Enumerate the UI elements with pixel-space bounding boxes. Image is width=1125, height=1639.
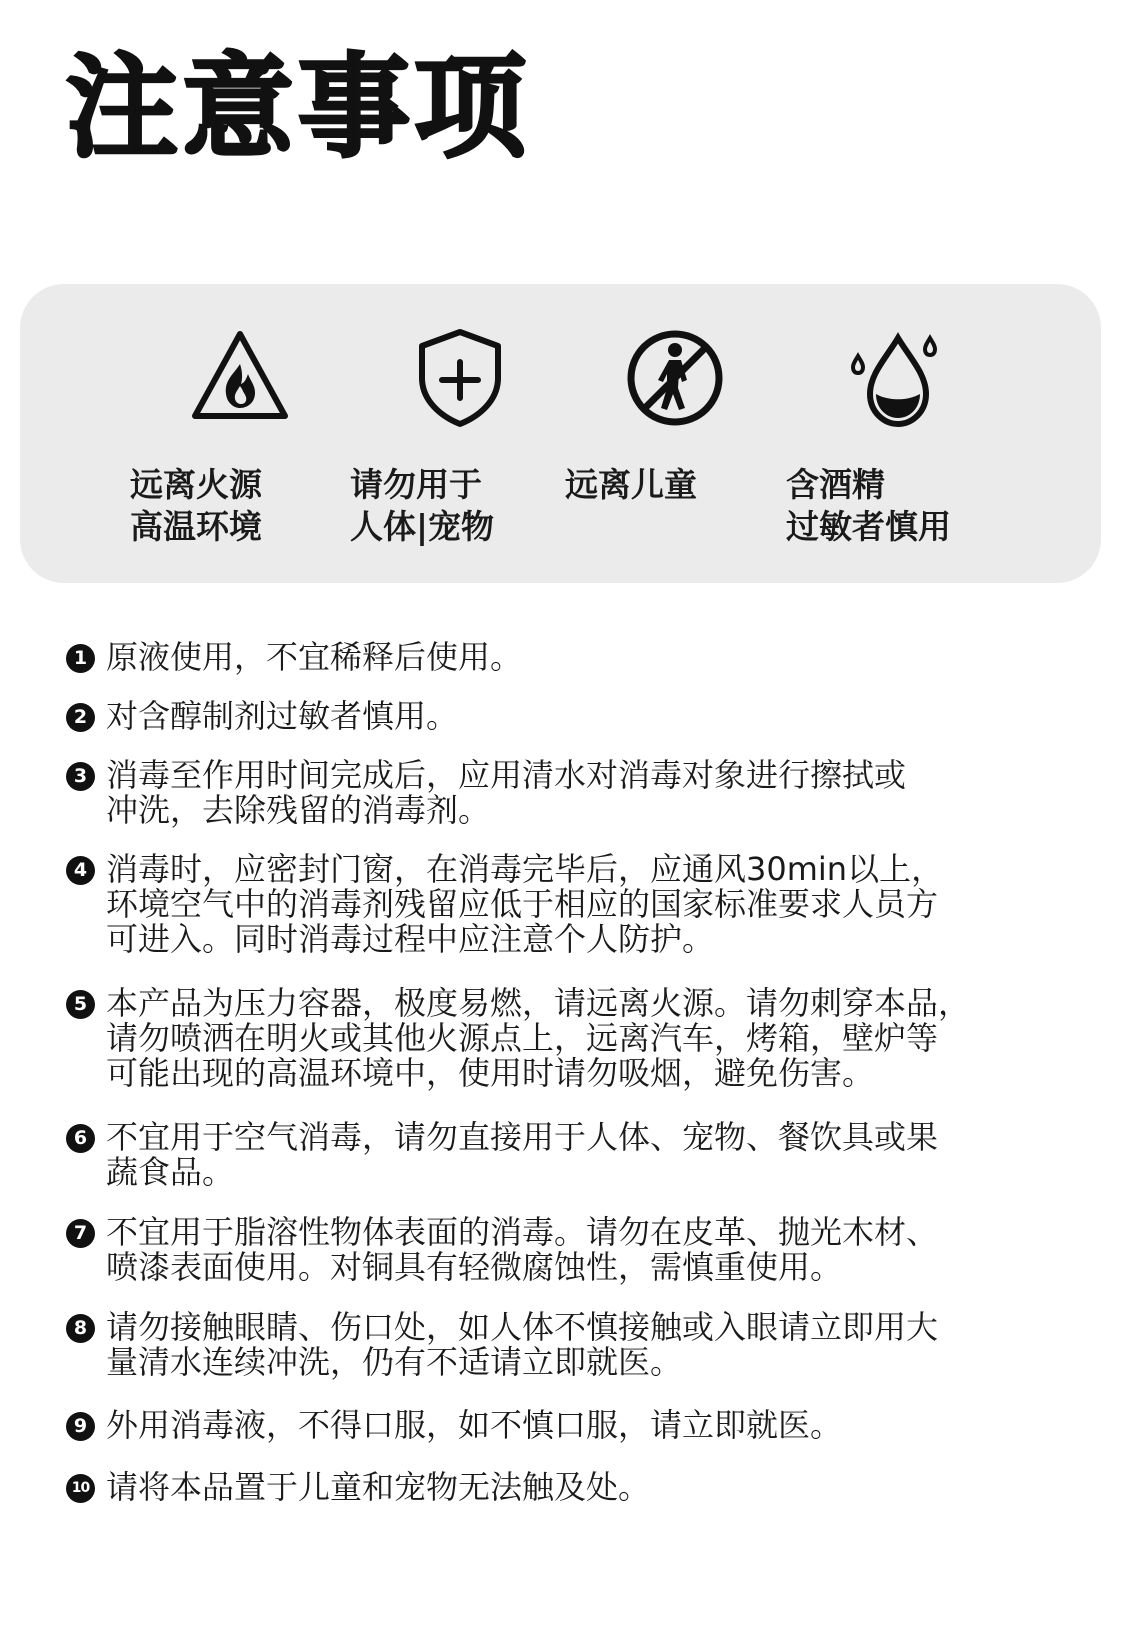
list-item [66, 1470, 1066, 1505]
icon-panel [20, 284, 1101, 583]
note-number: 2 [66, 703, 95, 732]
icon-item-fire [130, 284, 350, 583]
note-number: 3 [66, 762, 95, 791]
note-line: 环境空气中的消毒剂残留应低于相应的国家标准要求人员方 [106, 885, 939, 923]
list-item [66, 699, 1066, 734]
icon-label-drop [786, 464, 1046, 548]
list-item [66, 1215, 1066, 1285]
note-line: 不宜用于空气消毒，请勿直接用于人体、宠物、餐饮具或果 [106, 1118, 939, 1156]
list-item [66, 758, 1066, 828]
note-text [106, 699, 1066, 734]
note-number: 10 [66, 1474, 95, 1503]
note-line: 消毒至作用时间完成后，应用清水对消毒对象进行擦拭或 [106, 756, 907, 794]
note-line: 不宜用于脂溶性物体表面的消毒。请勿在皮革、抛光木材、 [106, 1213, 939, 1251]
note-number: 5 [66, 990, 95, 1019]
list-item [66, 1310, 1066, 1380]
icon-label-line: 过敏者慎用 [786, 507, 951, 546]
note-text [106, 986, 1066, 1091]
page-title: 注意事项 [66, 43, 530, 173]
note-number: 9 [66, 1412, 95, 1441]
icon-label-line: 远离儿童 [565, 465, 697, 504]
icon-label-line: 请勿用于 [350, 465, 482, 504]
note-number: 4 [66, 856, 95, 885]
note-line: 喷漆表面使用。对铜具有轻微腐蚀性，需慎重使用。 [106, 1248, 843, 1286]
note-number: 8 [66, 1314, 95, 1343]
note-text [106, 1470, 1066, 1505]
note-line: 请勿接触眼睛、伤口处，如人体不慎接触或入眼请立即用大 [106, 1308, 939, 1346]
list-item [66, 986, 1066, 1091]
note-line: 对含醇制剂过敏者慎用。 [106, 697, 459, 735]
icon-item-child [565, 284, 785, 583]
icon-label-line: 高温环境 [130, 507, 262, 546]
no-child-icon [625, 328, 725, 428]
note-line: 冲洗，去除残留的消毒剂。 [106, 791, 491, 829]
notes-list [66, 640, 1066, 1505]
note-line: 原液使用，不宜稀释后使用。 [106, 638, 523, 676]
icon-item-drop [786, 284, 1006, 583]
note-text [106, 758, 1066, 828]
note-number: 1 [66, 644, 95, 673]
note-line: 量清水连续冲洗，仍有不适请立即就医。 [106, 1343, 683, 1381]
note-text [106, 1408, 1066, 1443]
list-item [66, 1120, 1066, 1190]
note-text [106, 852, 1066, 957]
note-line: 外用消毒液，不得口服，如不慎口服，请立即就医。 [106, 1406, 843, 1444]
drop-icon [846, 328, 946, 428]
icon-label-line: 含酒精 [786, 465, 885, 504]
note-number: 7 [66, 1219, 95, 1248]
list-item [66, 1408, 1066, 1443]
note-line: 可能出现的高温环境中，使用时请勿吸烟，避免伤害。 [106, 1054, 875, 1092]
icon-label-line: 远离火源 [130, 465, 262, 504]
list-item [66, 640, 1066, 675]
icon-label-line: 人体|宠物 [350, 507, 495, 546]
flame-warning-icon [190, 328, 290, 428]
note-text [106, 1120, 1066, 1190]
list-item [66, 852, 1066, 957]
note-line: 蔬食品。 [106, 1153, 235, 1191]
note-line: 请将本品置于儿童和宠物无法触及处。 [106, 1468, 651, 1506]
note-text [106, 1215, 1066, 1285]
note-text [106, 1310, 1066, 1380]
note-number: 6 [66, 1124, 95, 1153]
note-line: 本产品为压力容器，极度易燃，请远离火源。请勿刺穿本品， [106, 984, 971, 1022]
note-line: 消毒时，应密封门窗，在消毒完毕后，应通风30min以上， [106, 850, 944, 888]
note-line: 可进入。同时消毒过程中应注意个人防护。 [106, 920, 715, 958]
icon-item-shield [350, 284, 570, 583]
shield-plus-icon [410, 328, 510, 428]
note-text [106, 640, 1066, 675]
note-line: 请勿喷洒在明火或其他火源点上，远离汽车，烤箱，壁炉等 [106, 1019, 939, 1057]
